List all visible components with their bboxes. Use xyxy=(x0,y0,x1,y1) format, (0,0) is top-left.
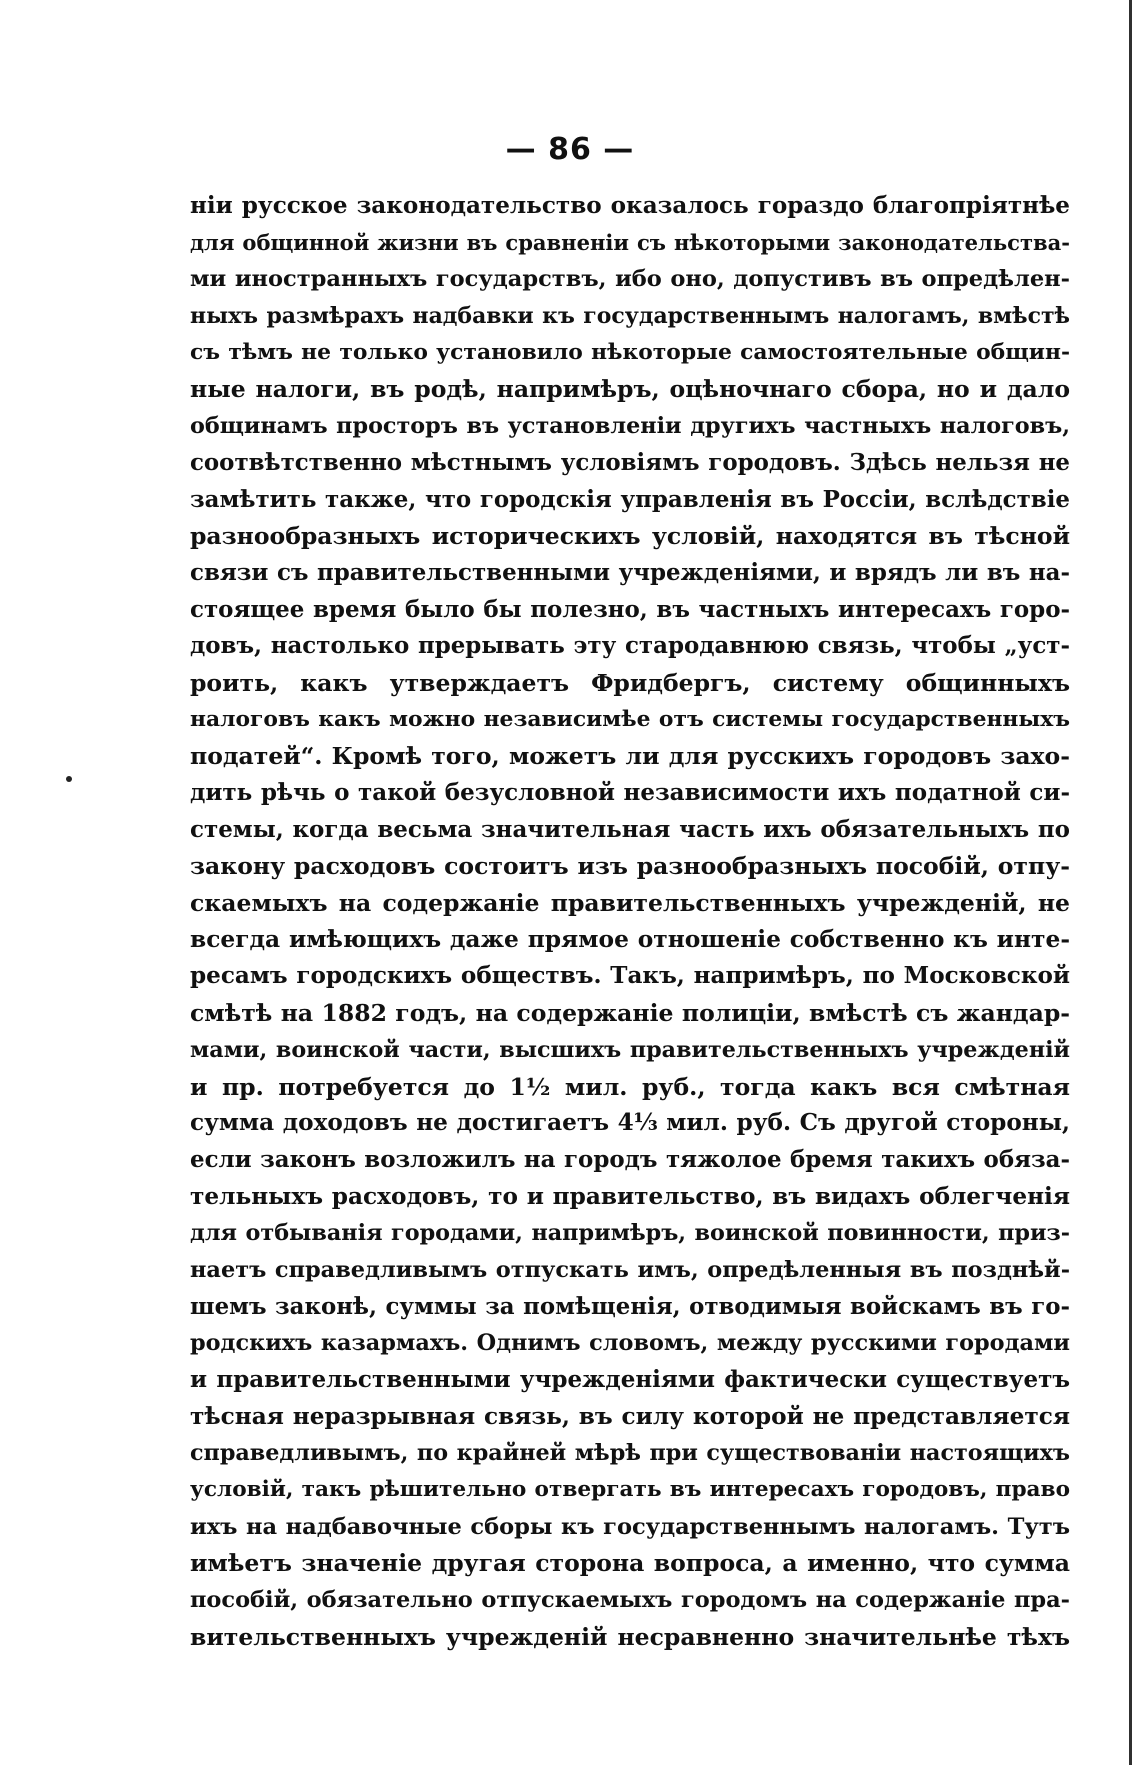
text-line: замѣтить также, что городскiя управленiя въ Россiи, вслѣдствiе xyxy=(190,485,1070,513)
text-line: податей“. Кромѣ того, можетъ ли для русскихъ городовъ захо- xyxy=(190,742,1070,771)
text-line: сумма доходовъ не достигаетъ 4⅓ мил. руб. Съ другой стороны, xyxy=(190,1109,1070,1137)
text-line: разнообразныхъ историческихъ условiй, находятся въ тѣсной xyxy=(190,522,1070,551)
text-line: мами, воинской части, высшихъ правительственныхъ учрежденiй xyxy=(190,1036,1070,1063)
text-line: связи съ правительственными учрежденiями, и врядъ ли въ на- xyxy=(190,558,1070,586)
text-line: смѣтѣ на 1882 годъ, на содержанiе полицiи, вмѣстѣ съ жандар- xyxy=(190,999,1070,1028)
text-line: закону расходовъ состоитъ изъ разнообразныхъ пособiй, отпу- xyxy=(190,852,1070,881)
text-line: скаемыхъ на содержанiе правительственныхъ учрежденiй, не xyxy=(190,889,1070,918)
body-text xyxy=(190,188,1070,1656)
text-line: стемы, когда весьма значительная часть ихъ обязательныхъ по xyxy=(190,815,1070,843)
text-line: съ тѣмъ не только установило нѣкоторые самостоятельные общин- xyxy=(190,339,1070,365)
text-line: справедливымъ, по крайней мѣрѣ при существованiи настоящихъ xyxy=(190,1440,1070,1467)
text-line: для отбыванiя городами, напримѣръ, воинской повинности, приз- xyxy=(190,1220,1070,1247)
text-line: имѣетъ значенiе другая сторона вопроса, а именно, что сумма xyxy=(190,1549,1070,1578)
text-line: для общинной жизни въ сравненiи съ нѣкоторыми законодательства- xyxy=(190,229,1070,255)
text-line: общинамъ просторъ въ установленiи другихъ частныхъ налоговъ, xyxy=(190,413,1070,440)
text-line: ресамъ городскихъ обществъ. Такъ, напримѣръ, по Московской xyxy=(190,962,1070,990)
text-line: ми иностранныхъ государствъ, ибо оно, допустивъ въ опредѣлен- xyxy=(190,266,1070,293)
text-line: роить, какъ утверждаетъ Фридбергъ, систему общинныхъ xyxy=(190,668,1070,697)
text-line: стоящее время было бы полезно, въ частныхъ интересахъ горо- xyxy=(190,595,1070,623)
text-line: родскихъ казармахъ. Однимъ словомъ, между русскими городами xyxy=(190,1330,1070,1357)
text-line: наетъ справедливымъ отпускать имъ, опредѣленныя въ позднѣй- xyxy=(190,1256,1070,1283)
text-line: всегда имѣющихъ даже прямое отношенiе собственно къ инте- xyxy=(190,925,1070,953)
scan-edge-line xyxy=(1129,0,1132,1765)
text-line: тельныхъ расходовъ, то и правительство, въ видахъ облегченiя xyxy=(190,1182,1070,1210)
text-line: довъ, настолько прерывать эту стародавнюю связь, чтобы „уст- xyxy=(190,632,1070,660)
text-line: тѣсная неразрывная связь, въ силу которой не представляется xyxy=(190,1402,1070,1430)
text-line: соотвѣтственно мѣстнымъ условiямъ городовъ. Здѣсь нельзя не xyxy=(190,449,1070,476)
text-line: ихъ на надбавочные сборы къ государственнымъ налогамъ. Тутъ xyxy=(190,1513,1070,1540)
margin-mark xyxy=(66,776,72,782)
text-line: и правительственными учрежденiями фактически существуетъ xyxy=(190,1366,1070,1393)
text-line: налоговъ какъ можно независимѣе отъ системы государственныхъ xyxy=(190,706,1070,732)
page-number: — 86 — xyxy=(505,132,635,167)
text-line: дить рѣчь о такой безусловной независимости ихъ податной си- xyxy=(190,779,1070,806)
text-line: если законъ возложилъ на городъ тяжолое бремя такихъ обяза- xyxy=(190,1145,1070,1173)
text-line: вительственныхъ учрежденiй несравненно значительнѣе тѣхъ xyxy=(190,1622,1070,1651)
text-line: шемъ законѣ, суммы за помѣщенiя, отводимыя войскамъ въ го- xyxy=(190,1293,1070,1320)
text-line: пособiй, обязательно отпускаемыхъ городомъ на содержанiе пра- xyxy=(190,1587,1070,1614)
text-line: нiи русское законодательство оказалось гораздо благопрiятнѣе xyxy=(190,192,1070,219)
text-line: ные налоги, въ родѣ, напримѣръ, оцѣночнаго сбора, но и дало xyxy=(190,375,1070,404)
text-line: ныхъ размѣрахъ надбавки къ государственнымъ налогамъ, вмѣстѣ xyxy=(190,303,1070,330)
text-line: и пр. потребуется до 1½ мил. руб., тогда какъ вся смѣтная xyxy=(190,1072,1070,1101)
text-line: условiй, такъ рѣшительно отвергать въ интересахъ городовъ, право xyxy=(190,1477,1070,1503)
